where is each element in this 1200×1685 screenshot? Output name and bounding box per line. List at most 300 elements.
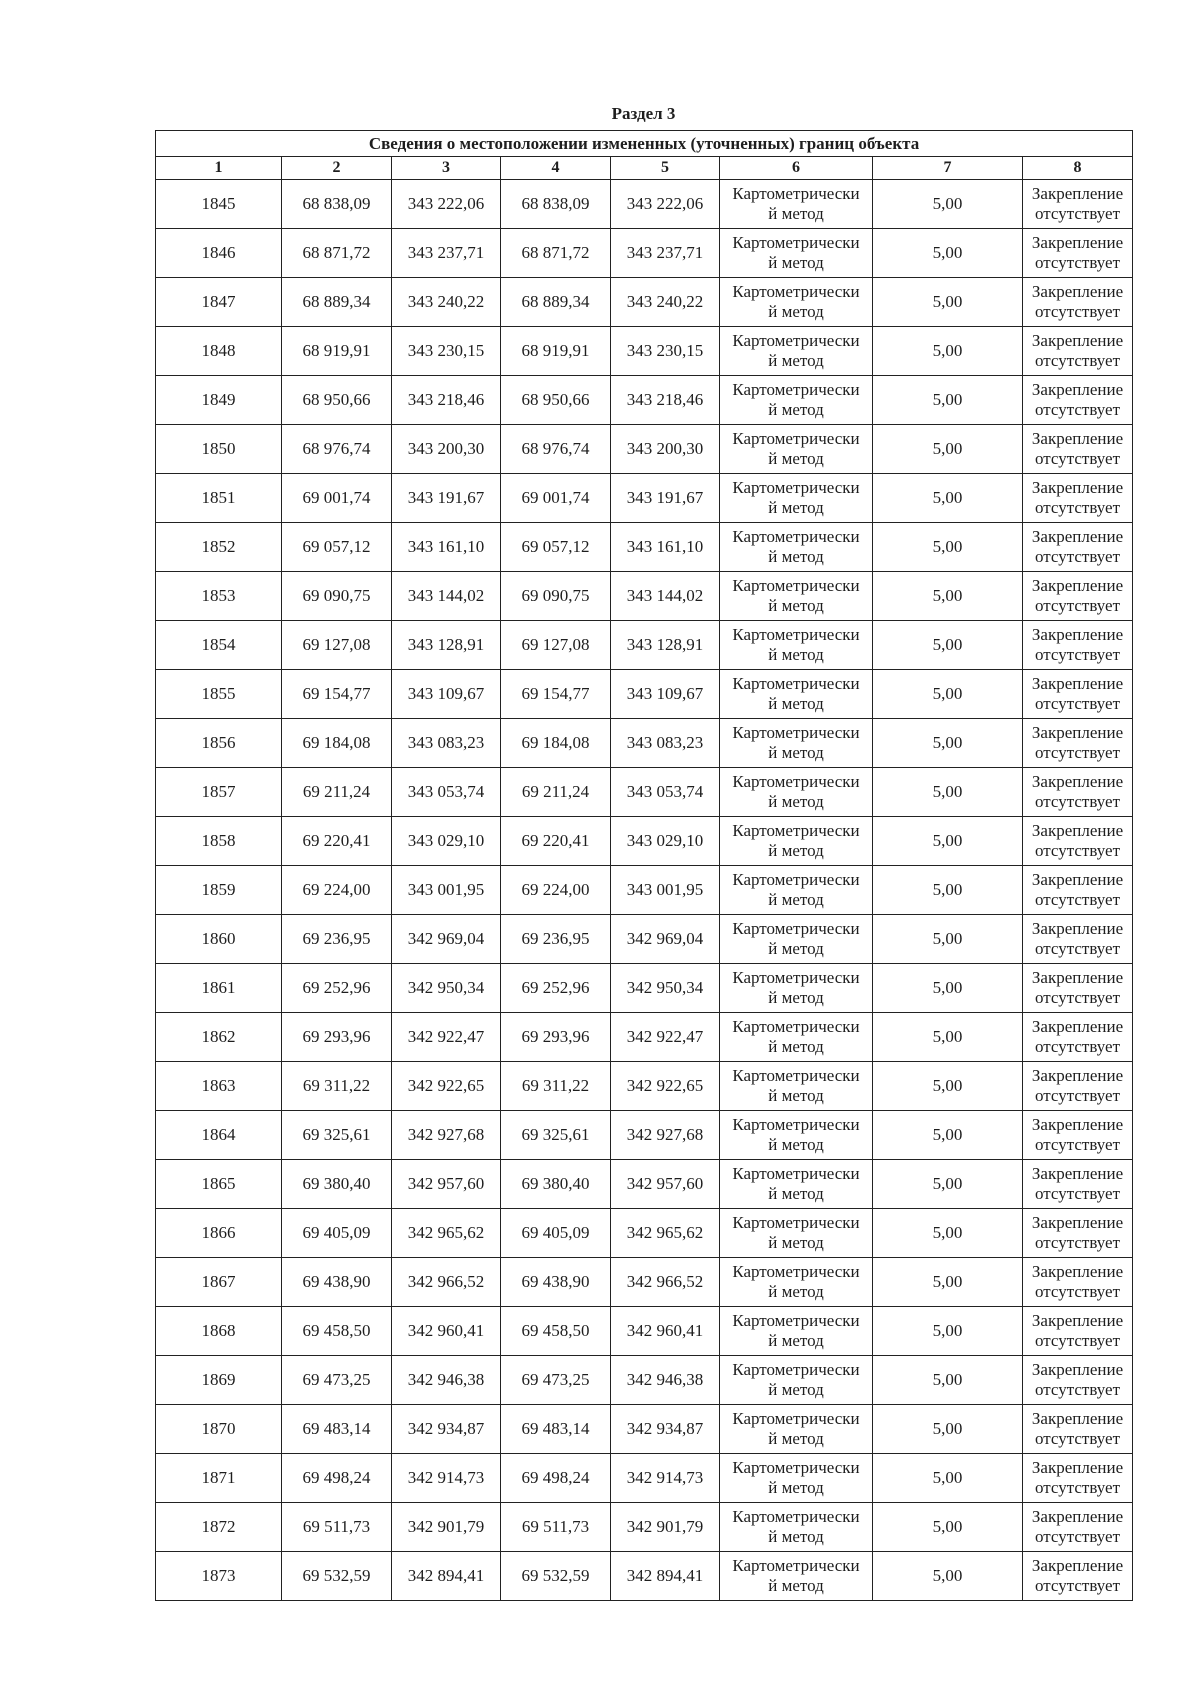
point-number-cell: 1872 <box>156 1503 282 1552</box>
x-new-coordinate-cell: 69 184,08 <box>501 719 611 768</box>
method-text-line2: й метод <box>768 1233 824 1252</box>
fixing-text-line1: Закрепление <box>1031 233 1124 252</box>
fixing-text-line1: Закрепление <box>1031 527 1124 546</box>
column-number: 6 <box>720 157 873 180</box>
y-coordinate-cell: 342 894,41 <box>392 1552 501 1601</box>
accuracy-cell: 5,00 <box>873 1160 1023 1209</box>
x-coordinate-cell: 68 871,72 <box>282 229 392 278</box>
table-row <box>156 768 1133 817</box>
method-text-line2: й метод <box>768 302 824 321</box>
table-row <box>156 915 1133 964</box>
method-text-line1: Картометрически <box>732 1213 860 1232</box>
y-coordinate-cell: 343 230,15 <box>392 327 501 376</box>
x-coordinate-cell: 69 438,90 <box>282 1258 392 1307</box>
point-number-cell: 1864 <box>156 1111 282 1160</box>
fixing-text-line1: Закрепление <box>1031 1458 1124 1477</box>
accuracy-cell: 5,00 <box>873 1405 1023 1454</box>
table-row <box>156 1503 1133 1552</box>
method-cell <box>720 670 873 719</box>
y-new-coordinate-cell: 343 240,22 <box>611 278 720 327</box>
method-text-line1: Картометрически <box>732 772 860 791</box>
table-row <box>156 817 1133 866</box>
y-new-coordinate-cell: 343 237,71 <box>611 229 720 278</box>
x-new-coordinate-cell: 69 154,77 <box>501 670 611 719</box>
method-cell <box>720 1013 873 1062</box>
fixing-cell <box>1023 915 1133 964</box>
fixing-text-line1: Закрепление <box>1031 478 1124 497</box>
column-number: 7 <box>873 157 1023 180</box>
point-number-cell: 1861 <box>156 964 282 1013</box>
y-coordinate-cell: 342 966,52 <box>392 1258 501 1307</box>
method-text-line2: й метод <box>768 596 824 615</box>
y-coordinate-cell: 342 927,68 <box>392 1111 501 1160</box>
y-coordinate-cell: 343 029,10 <box>392 817 501 866</box>
fixing-text-line2: отсутствует <box>1034 400 1121 419</box>
method-text-line1: Картометрически <box>732 1409 860 1428</box>
x-coordinate-cell: 69 498,24 <box>282 1454 392 1503</box>
method-cell <box>720 327 873 376</box>
table-row <box>156 670 1133 719</box>
point-number-cell: 1853 <box>156 572 282 621</box>
point-number-cell: 1858 <box>156 817 282 866</box>
fixing-text-line2: отсутствует <box>1034 743 1121 762</box>
table-row <box>156 523 1133 572</box>
method-cell <box>720 180 873 229</box>
method-cell <box>720 817 873 866</box>
table-row <box>156 327 1133 376</box>
x-coordinate-cell: 69 325,61 <box>282 1111 392 1160</box>
fixing-text-line1: Закрепление <box>1031 625 1124 644</box>
method-cell <box>720 376 873 425</box>
method-text-line2: й метод <box>768 253 824 272</box>
fixing-text-line2: отсутствует <box>1034 841 1121 860</box>
table-caption: Сведения о местоположении измененных (уточненных) границ объекта <box>156 131 1133 157</box>
method-cell <box>720 1454 873 1503</box>
fixing-text-line1: Закрепление <box>1031 184 1124 203</box>
accuracy-cell: 5,00 <box>873 915 1023 964</box>
point-number-cell: 1873 <box>156 1552 282 1601</box>
accuracy-cell: 5,00 <box>873 425 1023 474</box>
fixing-cell <box>1023 817 1133 866</box>
x-new-coordinate-cell: 69 127,08 <box>501 621 611 670</box>
y-new-coordinate-cell: 343 222,06 <box>611 180 720 229</box>
x-new-coordinate-cell: 69 483,14 <box>501 1405 611 1454</box>
y-new-coordinate-cell: 343 053,74 <box>611 768 720 817</box>
y-coordinate-cell: 343 053,74 <box>392 768 501 817</box>
point-number-cell: 1865 <box>156 1160 282 1209</box>
method-cell <box>720 621 873 670</box>
method-cell <box>720 1209 873 1258</box>
point-number-cell: 1846 <box>156 229 282 278</box>
x-new-coordinate-cell: 68 838,09 <box>501 180 611 229</box>
y-coordinate-cell: 342 914,73 <box>392 1454 501 1503</box>
y-new-coordinate-cell: 342 922,47 <box>611 1013 720 1062</box>
method-cell <box>720 1160 873 1209</box>
method-text-line2: й метод <box>768 939 824 958</box>
x-coordinate-cell: 69 532,59 <box>282 1552 392 1601</box>
method-text-line1: Картометрически <box>732 1507 860 1526</box>
method-text-line2: й метод <box>768 1527 824 1546</box>
accuracy-cell: 5,00 <box>873 670 1023 719</box>
method-text-line1: Картометрически <box>732 723 860 742</box>
y-new-coordinate-cell: 342 966,52 <box>611 1258 720 1307</box>
point-number-cell: 1871 <box>156 1454 282 1503</box>
fixing-cell <box>1023 1307 1133 1356</box>
method-text-line1: Картометрически <box>732 1115 860 1134</box>
y-new-coordinate-cell: 342 965,62 <box>611 1209 720 1258</box>
method-text-line1: Картометрически <box>732 282 860 301</box>
x-new-coordinate-cell: 68 889,34 <box>501 278 611 327</box>
method-text-line1: Картометрически <box>732 968 860 987</box>
section-title: Раздел 3 <box>611 104 676 123</box>
accuracy-cell: 5,00 <box>873 1503 1023 1552</box>
fixing-text-line1: Закрепление <box>1031 1017 1124 1036</box>
fixing-cell <box>1023 1111 1133 1160</box>
point-number-cell: 1850 <box>156 425 282 474</box>
fixing-text-line2: отсутствует <box>1034 1184 1121 1203</box>
point-number-cell: 1845 <box>156 180 282 229</box>
point-number-cell: 1852 <box>156 523 282 572</box>
x-coordinate-cell: 69 252,96 <box>282 964 392 1013</box>
method-text-line1: Картометрически <box>732 576 860 595</box>
y-new-coordinate-cell: 343 218,46 <box>611 376 720 425</box>
y-new-coordinate-cell: 342 914,73 <box>611 1454 720 1503</box>
fixing-text-line1: Закрепление <box>1031 870 1124 889</box>
y-new-coordinate-cell: 342 894,41 <box>611 1552 720 1601</box>
y-coordinate-cell: 343 237,71 <box>392 229 501 278</box>
fixing-cell <box>1023 278 1133 327</box>
fixing-text-line1: Закрепление <box>1031 1311 1124 1330</box>
table-row <box>156 376 1133 425</box>
point-number-cell: 1848 <box>156 327 282 376</box>
point-number-cell: 1863 <box>156 1062 282 1111</box>
method-text-line2: й метод <box>768 645 824 664</box>
y-new-coordinate-cell: 342 927,68 <box>611 1111 720 1160</box>
method-text-line2: й метод <box>768 1380 824 1399</box>
y-new-coordinate-cell: 343 001,95 <box>611 866 720 915</box>
method-text-line1: Картометрически <box>732 1311 860 1330</box>
y-coordinate-cell: 342 922,47 <box>392 1013 501 1062</box>
x-new-coordinate-cell: 69 311,22 <box>501 1062 611 1111</box>
y-new-coordinate-cell: 342 934,87 <box>611 1405 720 1454</box>
method-text-line2: й метод <box>768 988 824 1007</box>
point-number-cell: 1859 <box>156 866 282 915</box>
table-row <box>156 1307 1133 1356</box>
y-new-coordinate-cell: 343 200,30 <box>611 425 720 474</box>
method-text-line1: Картометрически <box>732 478 860 497</box>
method-cell <box>720 1405 873 1454</box>
x-new-coordinate-cell: 69 380,40 <box>501 1160 611 1209</box>
fixing-cell <box>1023 327 1133 376</box>
method-text-line2: й метод <box>768 351 824 370</box>
fixing-text-line1: Закрепление <box>1031 429 1124 448</box>
point-number-cell: 1869 <box>156 1356 282 1405</box>
fixing-text-line1: Закрепление <box>1031 1507 1124 1526</box>
method-cell <box>720 1503 873 1552</box>
x-coordinate-cell: 69 220,41 <box>282 817 392 866</box>
accuracy-cell: 5,00 <box>873 719 1023 768</box>
accuracy-cell: 5,00 <box>873 817 1023 866</box>
x-new-coordinate-cell: 68 950,66 <box>501 376 611 425</box>
y-coordinate-cell: 343 083,23 <box>392 719 501 768</box>
method-cell <box>720 523 873 572</box>
x-coordinate-cell: 69 057,12 <box>282 523 392 572</box>
y-coordinate-cell: 343 161,10 <box>392 523 501 572</box>
fixing-text-line2: отсутствует <box>1034 645 1121 664</box>
x-coordinate-cell: 69 090,75 <box>282 572 392 621</box>
fixing-text-line2: отсутствует <box>1034 1380 1121 1399</box>
y-coordinate-cell: 343 218,46 <box>392 376 501 425</box>
column-number: 4 <box>501 157 611 180</box>
x-new-coordinate-cell: 69 458,50 <box>501 1307 611 1356</box>
table-row <box>156 1454 1133 1503</box>
table-row <box>156 1405 1133 1454</box>
accuracy-cell: 5,00 <box>873 1552 1023 1601</box>
point-number-cell: 1856 <box>156 719 282 768</box>
accuracy-cell: 5,00 <box>873 768 1023 817</box>
y-coordinate-cell: 342 922,65 <box>392 1062 501 1111</box>
fixing-text-line1: Закрепление <box>1031 1213 1124 1232</box>
y-coordinate-cell: 343 001,95 <box>392 866 501 915</box>
point-number-cell: 1854 <box>156 621 282 670</box>
y-coordinate-cell: 342 957,60 <box>392 1160 501 1209</box>
fixing-text-line1: Закрепление <box>1031 1066 1124 1085</box>
table-row <box>156 866 1133 915</box>
fixing-text-line2: отсутствует <box>1034 253 1121 272</box>
y-coordinate-cell: 342 965,62 <box>392 1209 501 1258</box>
method-text-line2: й метод <box>768 1037 824 1056</box>
method-cell <box>720 1356 873 1405</box>
y-new-coordinate-cell: 343 083,23 <box>611 719 720 768</box>
point-number-cell: 1870 <box>156 1405 282 1454</box>
x-new-coordinate-cell: 69 473,25 <box>501 1356 611 1405</box>
accuracy-cell: 5,00 <box>873 327 1023 376</box>
method-cell <box>720 278 873 327</box>
accuracy-cell: 5,00 <box>873 1209 1023 1258</box>
fixing-text-line2: отсутствует <box>1034 1331 1121 1350</box>
fixing-cell <box>1023 1160 1133 1209</box>
fixing-text-line1: Закрепление <box>1031 968 1124 987</box>
method-text-line2: й метод <box>768 1135 824 1154</box>
x-new-coordinate-cell: 69 325,61 <box>501 1111 611 1160</box>
fixing-text-line2: отсутствует <box>1034 988 1121 1007</box>
x-new-coordinate-cell: 69 057,12 <box>501 523 611 572</box>
method-text-line1: Картометрически <box>732 1556 860 1575</box>
x-coordinate-cell: 69 184,08 <box>282 719 392 768</box>
column-number: 2 <box>282 157 392 180</box>
accuracy-cell: 5,00 <box>873 376 1023 425</box>
accuracy-cell: 5,00 <box>873 180 1023 229</box>
y-new-coordinate-cell: 342 969,04 <box>611 915 720 964</box>
y-new-coordinate-cell: 343 161,10 <box>611 523 720 572</box>
fixing-text-line2: отсутствует <box>1034 596 1121 615</box>
y-new-coordinate-cell: 342 950,34 <box>611 964 720 1013</box>
y-new-coordinate-cell: 342 946,38 <box>611 1356 720 1405</box>
method-text-line2: й метод <box>768 547 824 566</box>
method-cell <box>720 866 873 915</box>
fixing-cell <box>1023 1356 1133 1405</box>
x-new-coordinate-cell: 69 438,90 <box>501 1258 611 1307</box>
fixing-cell <box>1023 1209 1133 1258</box>
table-row <box>156 180 1133 229</box>
method-text-line1: Картометрически <box>732 380 860 399</box>
y-coordinate-cell: 343 222,06 <box>392 180 501 229</box>
table-row <box>156 719 1133 768</box>
table-row <box>156 964 1133 1013</box>
fixing-text-line2: отсутствует <box>1034 694 1121 713</box>
method-text-line1: Картометрически <box>732 870 860 889</box>
y-coordinate-cell: 342 934,87 <box>392 1405 501 1454</box>
fixing-text-line1: Закрепление <box>1031 282 1124 301</box>
table-body <box>156 131 1133 1601</box>
method-text-line2: й метод <box>768 1086 824 1105</box>
x-new-coordinate-cell: 69 211,24 <box>501 768 611 817</box>
y-new-coordinate-cell: 343 144,02 <box>611 572 720 621</box>
method-cell <box>720 229 873 278</box>
x-coordinate-cell: 69 483,14 <box>282 1405 392 1454</box>
table-row <box>156 229 1133 278</box>
method-text-line2: й метод <box>768 1282 824 1301</box>
table-row <box>156 572 1133 621</box>
fixing-text-line1: Закрепление <box>1031 1360 1124 1379</box>
accuracy-cell: 5,00 <box>873 866 1023 915</box>
x-coordinate-cell: 69 380,40 <box>282 1160 392 1209</box>
y-coordinate-cell: 342 901,79 <box>392 1503 501 1552</box>
method-cell <box>720 1258 873 1307</box>
fixing-text-line1: Закрепление <box>1031 723 1124 742</box>
fixing-cell <box>1023 229 1133 278</box>
accuracy-cell: 5,00 <box>873 621 1023 670</box>
column-number: 5 <box>611 157 720 180</box>
fixing-cell <box>1023 866 1133 915</box>
method-cell <box>720 719 873 768</box>
x-coordinate-cell: 69 236,95 <box>282 915 392 964</box>
x-new-coordinate-cell: 69 236,95 <box>501 915 611 964</box>
accuracy-cell: 5,00 <box>873 523 1023 572</box>
boundary-coordinates-table <box>155 130 1133 1601</box>
method-cell <box>720 768 873 817</box>
accuracy-cell: 5,00 <box>873 964 1023 1013</box>
y-coordinate-cell: 343 191,67 <box>392 474 501 523</box>
x-coordinate-cell: 69 211,24 <box>282 768 392 817</box>
x-coordinate-cell: 68 919,91 <box>282 327 392 376</box>
method-text-line2: й метод <box>768 841 824 860</box>
method-text-line2: й метод <box>768 694 824 713</box>
table-row <box>156 621 1133 670</box>
point-number-cell: 1847 <box>156 278 282 327</box>
point-number-cell: 1862 <box>156 1013 282 1062</box>
x-new-coordinate-cell: 69 511,73 <box>501 1503 611 1552</box>
column-number-row <box>156 157 1133 180</box>
method-text-line2: й метод <box>768 498 824 517</box>
fixing-cell <box>1023 1454 1133 1503</box>
accuracy-cell: 5,00 <box>873 572 1023 621</box>
table-row <box>156 1160 1133 1209</box>
x-coordinate-cell: 69 001,74 <box>282 474 392 523</box>
fixing-text-line1: Закрепление <box>1031 1262 1124 1281</box>
fixing-cell <box>1023 425 1133 474</box>
accuracy-cell: 5,00 <box>873 1013 1023 1062</box>
fixing-text-line2: отсутствует <box>1034 792 1121 811</box>
method-text-line2: й метод <box>768 792 824 811</box>
fixing-text-line2: отсутствует <box>1034 302 1121 321</box>
fixing-cell <box>1023 180 1133 229</box>
y-new-coordinate-cell: 343 128,91 <box>611 621 720 670</box>
fixing-text-line2: отсутствует <box>1034 939 1121 958</box>
y-coordinate-cell: 343 144,02 <box>392 572 501 621</box>
x-coordinate-cell: 68 889,34 <box>282 278 392 327</box>
table-row <box>156 1356 1133 1405</box>
table-row <box>156 1013 1133 1062</box>
table-row <box>156 1062 1133 1111</box>
method-text-line2: й метод <box>768 890 824 909</box>
method-cell <box>720 1307 873 1356</box>
accuracy-cell: 5,00 <box>873 1258 1023 1307</box>
fixing-text-line1: Закрепление <box>1031 331 1124 350</box>
fixing-text-line1: Закрепление <box>1031 380 1124 399</box>
table-row <box>156 1209 1133 1258</box>
x-new-coordinate-cell: 68 871,72 <box>501 229 611 278</box>
method-text-line2: й метод <box>768 1478 824 1497</box>
y-new-coordinate-cell: 342 960,41 <box>611 1307 720 1356</box>
point-number-cell: 1868 <box>156 1307 282 1356</box>
x-coordinate-cell: 68 950,66 <box>282 376 392 425</box>
table-row <box>156 425 1133 474</box>
method-text-line1: Картометрически <box>732 429 860 448</box>
method-text-line1: Картометрически <box>732 1017 860 1036</box>
point-number-cell: 1849 <box>156 376 282 425</box>
x-new-coordinate-cell: 69 532,59 <box>501 1552 611 1601</box>
fixing-text-line1: Закрепление <box>1031 1115 1124 1134</box>
point-number-cell: 1866 <box>156 1209 282 1258</box>
fixing-text-line1: Закрепление <box>1031 1409 1124 1428</box>
point-number-cell: 1867 <box>156 1258 282 1307</box>
fixing-cell <box>1023 376 1133 425</box>
method-cell <box>720 964 873 1013</box>
table-caption-row <box>156 131 1133 157</box>
method-text-line2: й метод <box>768 743 824 762</box>
column-number: 3 <box>392 157 501 180</box>
accuracy-cell: 5,00 <box>873 229 1023 278</box>
fixing-text-line2: отсутствует <box>1034 449 1121 468</box>
y-coordinate-cell: 343 128,91 <box>392 621 501 670</box>
fixing-text-line2: отсутствует <box>1034 1135 1121 1154</box>
method-text-line1: Картометрически <box>732 527 860 546</box>
y-new-coordinate-cell: 342 901,79 <box>611 1503 720 1552</box>
fixing-cell <box>1023 964 1133 1013</box>
y-coordinate-cell: 342 950,34 <box>392 964 501 1013</box>
method-cell <box>720 572 873 621</box>
x-coordinate-cell: 69 311,22 <box>282 1062 392 1111</box>
x-new-coordinate-cell: 69 001,74 <box>501 474 611 523</box>
fixing-text-line2: отсутствует <box>1034 890 1121 909</box>
x-coordinate-cell: 68 838,09 <box>282 180 392 229</box>
fixing-text-line2: отсутствует <box>1034 1037 1121 1056</box>
fixing-text-line2: отсутствует <box>1034 1086 1121 1105</box>
x-new-coordinate-cell: 69 252,96 <box>501 964 611 1013</box>
fixing-text-line2: отсутствует <box>1034 351 1121 370</box>
method-cell <box>720 915 873 964</box>
method-cell <box>720 1552 873 1601</box>
fixing-cell <box>1023 523 1133 572</box>
method-text-line1: Картометрически <box>732 331 860 350</box>
fixing-text-line2: отсутствует <box>1034 204 1121 223</box>
y-new-coordinate-cell: 343 029,10 <box>611 817 720 866</box>
accuracy-cell: 5,00 <box>873 1111 1023 1160</box>
fixing-text-line2: отсутствует <box>1034 1429 1121 1448</box>
fixing-cell <box>1023 1503 1133 1552</box>
method-text-line1: Картометрически <box>732 1458 860 1477</box>
